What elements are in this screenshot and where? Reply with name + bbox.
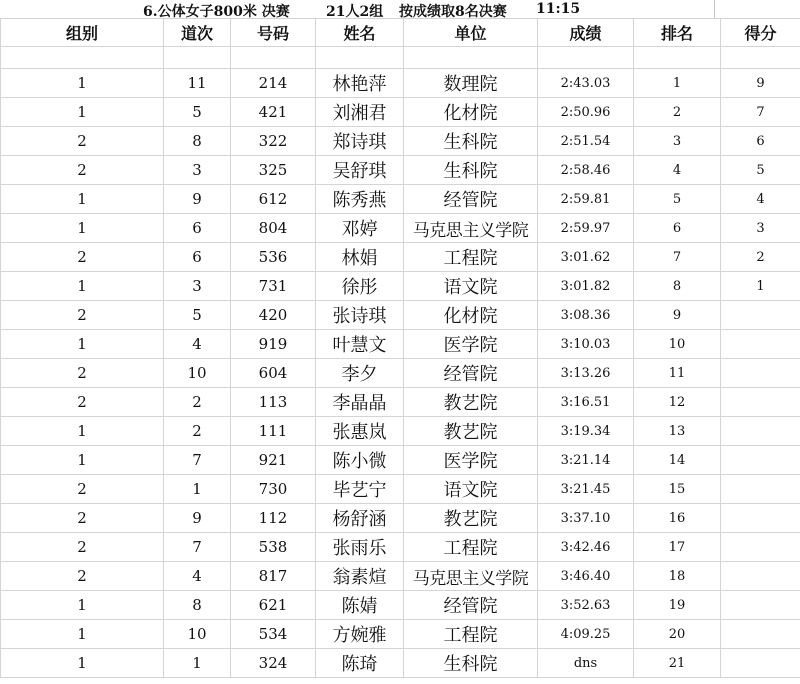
header-group: 组别 <box>1 19 164 47</box>
group-cell: 1 <box>1 214 164 243</box>
bib-cell: 420 <box>231 301 316 330</box>
unit-cell: 语文院 <box>404 272 538 301</box>
lane-cell: 6 <box>164 243 231 272</box>
score-cell: 6 <box>721 127 800 156</box>
lane-cell: 5 <box>164 301 231 330</box>
table-row <box>1 127 800 156</box>
name-cell: 吴舒琪 <box>316 156 404 185</box>
bib-cell: 325 <box>231 156 316 185</box>
unit-cell: 马克思主义学院 <box>404 562 538 591</box>
results-table <box>0 18 800 678</box>
unit-cell: 教艺院 <box>404 417 538 446</box>
empty-cell <box>404 47 538 69</box>
score-cell: 9 <box>721 69 800 98</box>
lane-cell: 7 <box>164 446 231 475</box>
rank-cell: 6 <box>634 214 721 243</box>
score-cell <box>721 533 800 562</box>
name-cell: 张雨乐 <box>316 533 404 562</box>
lane-cell: 11 <box>164 69 231 98</box>
rank-cell: 11 <box>634 359 721 388</box>
rank-cell: 4 <box>634 156 721 185</box>
score-cell: 3 <box>721 214 800 243</box>
result-cell: 3:37.10 <box>538 504 634 533</box>
header-rank: 排名 <box>634 19 721 47</box>
result-cell: 3:21.45 <box>538 475 634 504</box>
name-cell: 林娟 <box>316 243 404 272</box>
group-cell: 2 <box>1 533 164 562</box>
score-cell: 2 <box>721 243 800 272</box>
table-row <box>1 98 800 127</box>
name-cell: 刘湘君 <box>316 98 404 127</box>
result-cell: 3:16.51 <box>538 388 634 417</box>
result-cell: 2:51.54 <box>538 127 634 156</box>
rank-cell: 10 <box>634 330 721 359</box>
header-score: 得分 <box>721 19 800 47</box>
bib-cell: 324 <box>231 649 316 678</box>
empty-cell <box>634 47 721 69</box>
table-row <box>1 388 800 417</box>
group-cell: 2 <box>1 127 164 156</box>
lane-cell: 2 <box>164 417 231 446</box>
result-cell: 2:59.97 <box>538 214 634 243</box>
group-cell: 1 <box>1 98 164 127</box>
table-row <box>1 475 800 504</box>
unit-cell: 教艺院 <box>404 504 538 533</box>
bib-cell: 113 <box>231 388 316 417</box>
name-cell: 陈小微 <box>316 446 404 475</box>
name-cell: 陈秀燕 <box>316 185 404 214</box>
bib-cell: 621 <box>231 591 316 620</box>
result-cell: 2:50.96 <box>538 98 634 127</box>
group-cell: 1 <box>1 591 164 620</box>
group-cell: 1 <box>1 446 164 475</box>
bib-cell: 534 <box>231 620 316 649</box>
result-cell: 3:13.26 <box>538 359 634 388</box>
lane-cell: 5 <box>164 98 231 127</box>
lane-cell: 10 <box>164 620 231 649</box>
unit-cell: 工程院 <box>404 533 538 562</box>
unit-cell: 经管院 <box>404 359 538 388</box>
score-cell <box>721 620 800 649</box>
rank-cell: 21 <box>634 649 721 678</box>
rank-cell: 12 <box>634 388 721 417</box>
score-cell <box>721 359 800 388</box>
lane-cell: 7 <box>164 533 231 562</box>
name-cell: 杨舒涵 <box>316 504 404 533</box>
table-row <box>1 301 800 330</box>
header-result: 成绩 <box>538 19 634 47</box>
lane-cell: 3 <box>164 272 231 301</box>
bib-cell: 817 <box>231 562 316 591</box>
group-cell: 1 <box>1 272 164 301</box>
table-row <box>1 504 800 533</box>
group-cell: 1 <box>1 69 164 98</box>
lane-cell: 9 <box>164 504 231 533</box>
rank-cell: 8 <box>634 272 721 301</box>
result-cell: dns <box>538 649 634 678</box>
name-cell: 叶慧文 <box>316 330 404 359</box>
bib-cell: 111 <box>231 417 316 446</box>
result-cell: 3:01.62 <box>538 243 634 272</box>
table-row <box>1 562 800 591</box>
group-cell: 1 <box>1 185 164 214</box>
name-cell: 陈婧 <box>316 591 404 620</box>
name-cell: 徐彤 <box>316 272 404 301</box>
score-cell <box>721 301 800 330</box>
table-row <box>1 446 800 475</box>
rank-cell: 2 <box>634 98 721 127</box>
lane-cell: 8 <box>164 127 231 156</box>
unit-cell: 经管院 <box>404 185 538 214</box>
lane-cell: 2 <box>164 388 231 417</box>
unit-cell: 工程院 <box>404 243 538 272</box>
lane-cell: 4 <box>164 562 231 591</box>
rank-cell: 17 <box>634 533 721 562</box>
result-cell: 4:09.25 <box>538 620 634 649</box>
advance-rule: 按成绩取8名决赛 <box>399 4 507 20</box>
rank-cell: 14 <box>634 446 721 475</box>
table-row <box>1 185 800 214</box>
group-cell: 2 <box>1 156 164 185</box>
name-cell: 陈琦 <box>316 649 404 678</box>
name-cell: 毕艺宁 <box>316 475 404 504</box>
table-row <box>1 591 800 620</box>
bib-cell: 604 <box>231 359 316 388</box>
lane-cell: 8 <box>164 591 231 620</box>
score-cell <box>721 417 800 446</box>
rank-cell: 1 <box>634 69 721 98</box>
result-cell: 3:21.14 <box>538 446 634 475</box>
bib-cell: 919 <box>231 330 316 359</box>
name-cell: 郑诗琪 <box>316 127 404 156</box>
lane-cell: 1 <box>164 475 231 504</box>
event-time: 11:15 <box>536 1 581 17</box>
name-cell: 李夕 <box>316 359 404 388</box>
group-cell: 1 <box>1 620 164 649</box>
result-cell: 3:08.36 <box>538 301 634 330</box>
bib-cell: 731 <box>231 272 316 301</box>
score-cell: 1 <box>721 272 800 301</box>
score-cell <box>721 562 800 591</box>
bib-cell: 112 <box>231 504 316 533</box>
group-cell: 2 <box>1 359 164 388</box>
unit-cell: 教艺院 <box>404 388 538 417</box>
group-info: 21人2组 <box>326 4 384 20</box>
table-row <box>1 272 800 301</box>
bib-cell: 730 <box>231 475 316 504</box>
header-bib: 号码 <box>231 19 316 47</box>
unit-cell: 语文院 <box>404 475 538 504</box>
rank-cell: 13 <box>634 417 721 446</box>
rank-cell: 5 <box>634 185 721 214</box>
bib-cell: 536 <box>231 243 316 272</box>
title-row <box>0 0 800 19</box>
unit-cell: 马克思主义学院 <box>404 214 538 243</box>
name-cell: 李晶晶 <box>316 388 404 417</box>
empty-cell <box>721 47 800 69</box>
result-cell: 2:59.81 <box>538 185 634 214</box>
unit-cell: 化材院 <box>404 301 538 330</box>
unit-cell: 生科院 <box>404 156 538 185</box>
bib-cell: 421 <box>231 98 316 127</box>
group-cell: 2 <box>1 301 164 330</box>
bib-cell: 804 <box>231 214 316 243</box>
name-cell: 张诗琪 <box>316 301 404 330</box>
rank-cell: 18 <box>634 562 721 591</box>
lane-cell: 6 <box>164 214 231 243</box>
header-row <box>1 19 800 47</box>
result-cell: 3:10.03 <box>538 330 634 359</box>
unit-cell: 数理院 <box>404 69 538 98</box>
rank-cell: 9 <box>634 301 721 330</box>
unit-cell: 生科院 <box>404 127 538 156</box>
bib-cell: 322 <box>231 127 316 156</box>
unit-cell: 医学院 <box>404 446 538 475</box>
bib-cell: 921 <box>231 446 316 475</box>
table-row <box>1 243 800 272</box>
bib-cell: 538 <box>231 533 316 562</box>
lane-cell: 10 <box>164 359 231 388</box>
score-cell: 4 <box>721 185 800 214</box>
result-cell: 3:01.82 <box>538 272 634 301</box>
table-row <box>1 620 800 649</box>
lane-cell: 1 <box>164 649 231 678</box>
table-row <box>1 214 800 243</box>
table-row <box>1 649 800 678</box>
empty-cell <box>164 47 231 69</box>
rank-cell: 20 <box>634 620 721 649</box>
table-row <box>1 156 800 185</box>
name-cell: 方婉雅 <box>316 620 404 649</box>
rank-cell: 7 <box>634 243 721 272</box>
unit-cell: 化材院 <box>404 98 538 127</box>
name-cell: 邓婷 <box>316 214 404 243</box>
empty-cell <box>316 47 404 69</box>
score-cell <box>721 446 800 475</box>
group-cell: 2 <box>1 388 164 417</box>
empty-row <box>1 47 800 69</box>
group-cell: 2 <box>1 243 164 272</box>
empty-cell <box>231 47 316 69</box>
result-cell: 3:19.34 <box>538 417 634 446</box>
score-cell <box>721 330 800 359</box>
table-row <box>1 330 800 359</box>
score-cell: 5 <box>721 156 800 185</box>
rank-cell: 16 <box>634 504 721 533</box>
group-cell: 1 <box>1 330 164 359</box>
score-cell <box>721 591 800 620</box>
group-cell: 2 <box>1 475 164 504</box>
result-cell: 3:42.46 <box>538 533 634 562</box>
score-cell <box>721 475 800 504</box>
unit-cell: 医学院 <box>404 330 538 359</box>
table-row <box>1 69 800 98</box>
name-cell: 翁素煊 <box>316 562 404 591</box>
table-row <box>1 359 800 388</box>
unit-cell: 工程院 <box>404 620 538 649</box>
rank-cell: 3 <box>634 127 721 156</box>
result-cell: 3:46.40 <box>538 562 634 591</box>
empty-cell <box>538 47 634 69</box>
name-cell: 林艳萍 <box>316 69 404 98</box>
group-cell: 1 <box>1 417 164 446</box>
group-cell: 2 <box>1 504 164 533</box>
rank-cell: 15 <box>634 475 721 504</box>
bib-cell: 214 <box>231 69 316 98</box>
group-cell: 2 <box>1 562 164 591</box>
lane-cell: 3 <box>164 156 231 185</box>
title-divider <box>714 0 715 18</box>
score-cell <box>721 504 800 533</box>
score-cell <box>721 388 800 417</box>
unit-cell: 生科院 <box>404 649 538 678</box>
lane-cell: 4 <box>164 330 231 359</box>
result-cell: 2:43.03 <box>538 69 634 98</box>
lane-cell: 9 <box>164 185 231 214</box>
empty-cell <box>1 47 164 69</box>
result-cell: 2:58.46 <box>538 156 634 185</box>
score-cell <box>721 649 800 678</box>
rank-cell: 19 <box>634 591 721 620</box>
name-cell: 张惠岚 <box>316 417 404 446</box>
bib-cell: 612 <box>231 185 316 214</box>
header-unit: 单位 <box>404 19 538 47</box>
result-cell: 3:52.63 <box>538 591 634 620</box>
table-row <box>1 533 800 562</box>
event-title: 6.公体女子800米 决赛 <box>143 4 290 20</box>
score-cell: 7 <box>721 98 800 127</box>
header-lane: 道次 <box>164 19 231 47</box>
table-row <box>1 417 800 446</box>
unit-cell: 经管院 <box>404 591 538 620</box>
group-cell: 1 <box>1 649 164 678</box>
header-name: 姓名 <box>316 19 404 47</box>
